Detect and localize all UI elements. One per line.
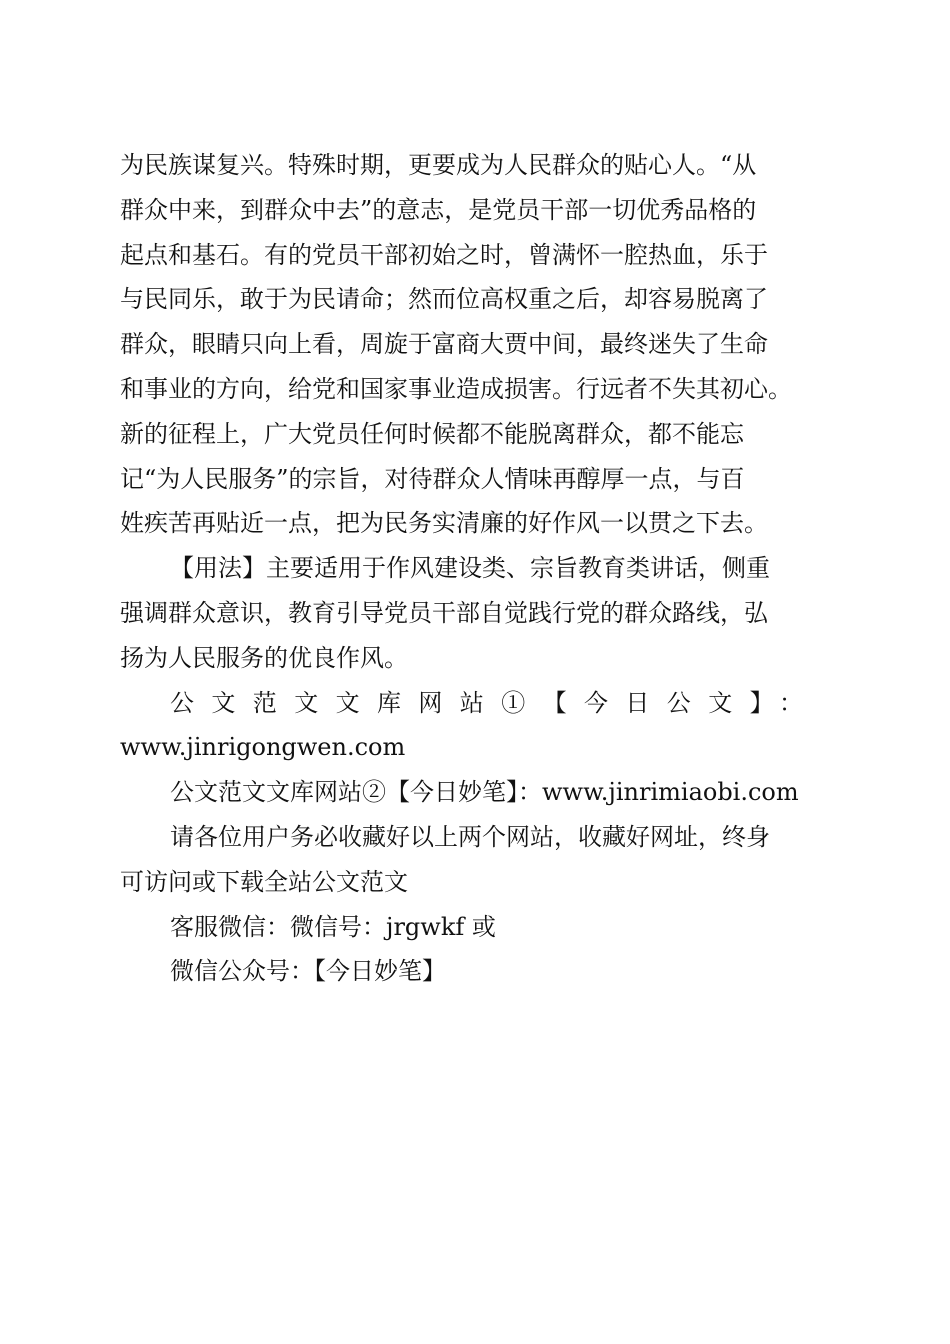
text-line: 群众中来，到群众中去”的意志，是党员干部一切优秀品格的 (120, 195, 757, 224)
site1-paragraph (120, 681, 822, 771)
text-line: 记“为人民服务”的宗旨，对待群众人情味再醇厚一点，与百 (120, 464, 745, 493)
text-line: 为民族谋复兴。特殊时期，更要成为人民群众的贴心人。“从 (120, 151, 757, 179)
text-line: 新的征程上，广大党员任何时候都不能脱离群众，都不能忘 (120, 419, 744, 448)
notice-paragraph (120, 815, 822, 905)
text-line: 可访问或下载全站公文范文 (120, 867, 408, 896)
site1-label: 公文范文文库网站①【今日公文】： (170, 688, 821, 717)
text-line: 【用法】主要适用于作风建设类、宗旨教育类讲话，侧重 (170, 554, 770, 583)
official-account-line: 微信公众号：【今日妙笔】 (170, 957, 446, 986)
text-line: 群众，眼睛只向上看，周旋于富商大贾中间，最终迷失了生命 (120, 330, 768, 359)
text-line: 强调群众意识，教育引导党员干部自觉践行党的群众路线，弘 (120, 598, 768, 627)
service-paragraph (120, 905, 822, 950)
body-paragraph (120, 143, 822, 546)
text-line: 与民同乐，敢于为民请命；然而位高权重之后，却容易脱离了 (120, 285, 768, 314)
usage-paragraph (120, 546, 822, 680)
text-line: 起点和基石。有的党员干部初始之时，曾满怀一腔热血，乐于 (120, 240, 768, 269)
site1-url: www.jinrigongwen.com (120, 733, 406, 762)
text-line: 请各位用户务必收藏好以上两个网站，收藏好网址，终身 (170, 822, 770, 851)
text-line: 姓疾苦再贴近一点，把为民务实清廉的好作风一以贯之下去。 (120, 509, 768, 538)
text-line: 扬为人民服务的优良作风。 (120, 643, 408, 672)
site2-paragraph (120, 770, 822, 815)
site2-line: 公文范文文库网站②【今日妙笔】：www.jinrimiaobi.com (170, 778, 799, 807)
document-body (120, 143, 822, 994)
text-line: 和事业的方向，给党和国家事业造成损害。行远者不失其初心。 (120, 374, 792, 403)
official-account-paragraph (120, 949, 822, 994)
service-line: 客服微信：微信号：jrgwkf 或 (170, 912, 496, 941)
